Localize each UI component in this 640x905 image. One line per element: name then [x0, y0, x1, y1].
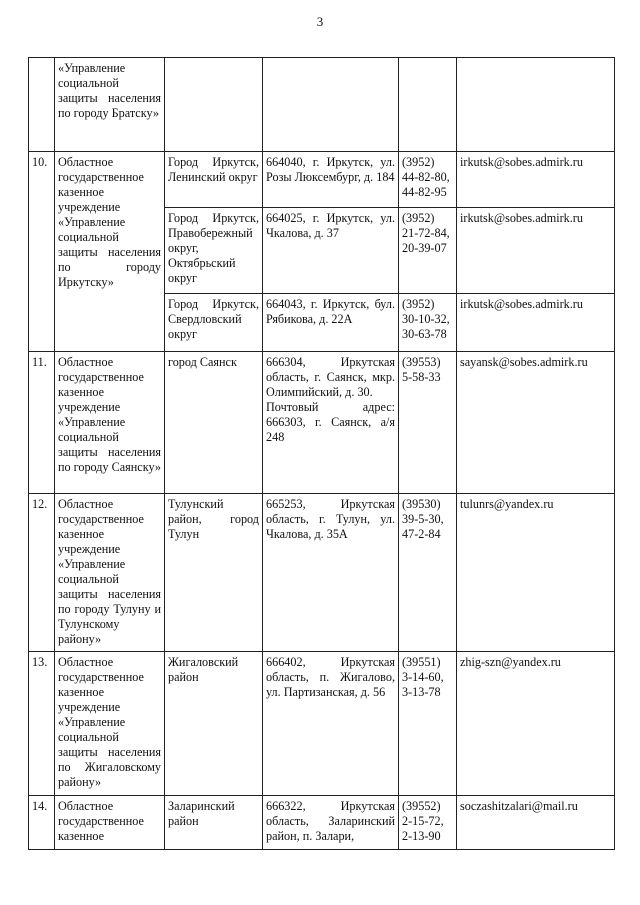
page-number: 3 — [316, 14, 324, 29]
row-number: 14. — [29, 796, 55, 850]
phone: (3952) 21-72-84, 20-39-07 — [399, 208, 457, 294]
table-row — [29, 352, 615, 494]
phone: (39553) 5-58-33 — [399, 352, 457, 494]
organization-name: Областное государственное казенное учреждение «Управление социальной защиты населения по городу Иркутску» — [55, 152, 165, 352]
institutions-table — [28, 57, 615, 850]
table-row — [29, 494, 615, 652]
phone: (39552) 2-15-72, 2-13-90 — [399, 796, 457, 850]
organization-name: Областное государственное казенное учреждение «Управление социальной защиты населения по городу Тулуну и Тулунскому району» — [55, 494, 165, 652]
address: 666322, Иркутская область, Заларинский район, п. Залари, — [263, 796, 399, 850]
address: 664025, г. Иркутск, ул. Чкалова, д. 37 — [263, 208, 399, 294]
address: 666402, Иркутская область, п. Жигалово, ул. Партизанская, д. 56 — [263, 652, 399, 796]
territory: Город Иркутск, Ленинский округ — [165, 152, 263, 208]
row-number: 13. — [29, 652, 55, 796]
phone — [399, 58, 457, 152]
row-number — [29, 58, 55, 152]
table-row — [29, 58, 615, 152]
row-number: 11. — [29, 352, 55, 494]
territory: Тулунский район, город Тулун — [165, 494, 263, 652]
address — [263, 58, 399, 152]
email: irkutsk@sobes.admirk.ru — [457, 208, 615, 294]
territory: Жигаловский район — [165, 652, 263, 796]
phone: (3952) 30-10-32, 30-63-78 — [399, 294, 457, 352]
email — [457, 58, 615, 152]
territory: город Саянск — [165, 352, 263, 494]
territory — [165, 58, 263, 152]
territory: Заларинский район — [165, 796, 263, 850]
table-row — [29, 152, 615, 208]
table-row — [29, 796, 615, 850]
organization-name: «Управление социальной защиты населения по городу Братску» — [55, 58, 165, 152]
email: soczashitzalari@mail.ru — [457, 796, 615, 850]
address: 666304, Иркутская область, г. Саянск, мкр. Олимпийский, д. 30. Почтовый адрес: 666303, г. Саянск, а/я 248 — [263, 352, 399, 494]
table-row — [29, 652, 615, 796]
address: 664040, г. Иркутск, ул. Розы Люксембург, д. 184 — [263, 152, 399, 208]
organization-name: Областное государственное казенное — [55, 796, 165, 850]
phone: (3952) 44-82-80, 44-82-95 — [399, 152, 457, 208]
email: sayansk@sobes.admirk.ru — [457, 352, 615, 494]
organization-name: Областное государственное казенное учреждение «Управление социальной защиты населения по Жигаловскому району» — [55, 652, 165, 796]
row-number: 10. — [29, 152, 55, 352]
email: tulunrs@yandex.ru — [457, 494, 615, 652]
organization-name: Областное государственное казенное учреждение «Управление социальной защиты населения по городу Саянску» — [55, 352, 165, 494]
territory: Город Иркутск, Свердловский округ — [165, 294, 263, 352]
address: 664043, г. Иркутск, бул. Рябикова, д. 22А — [263, 294, 399, 352]
address: 665253, Иркутская область, г. Тулун, ул. Чкалова, д. 35А — [263, 494, 399, 652]
phone: (39551) 3-14-60, 3-13-78 — [399, 652, 457, 796]
row-number: 12. — [29, 494, 55, 652]
phone: (39530) 39-5-30, 47-2-84 — [399, 494, 457, 652]
territory: Город Иркутск, Правобережный округ, Октябрьский округ — [165, 208, 263, 294]
email: zhig-szn@yandex.ru — [457, 652, 615, 796]
email: irkutsk@sobes.admirk.ru — [457, 152, 615, 208]
email: irkutsk@sobes.admirk.ru — [457, 294, 615, 352]
